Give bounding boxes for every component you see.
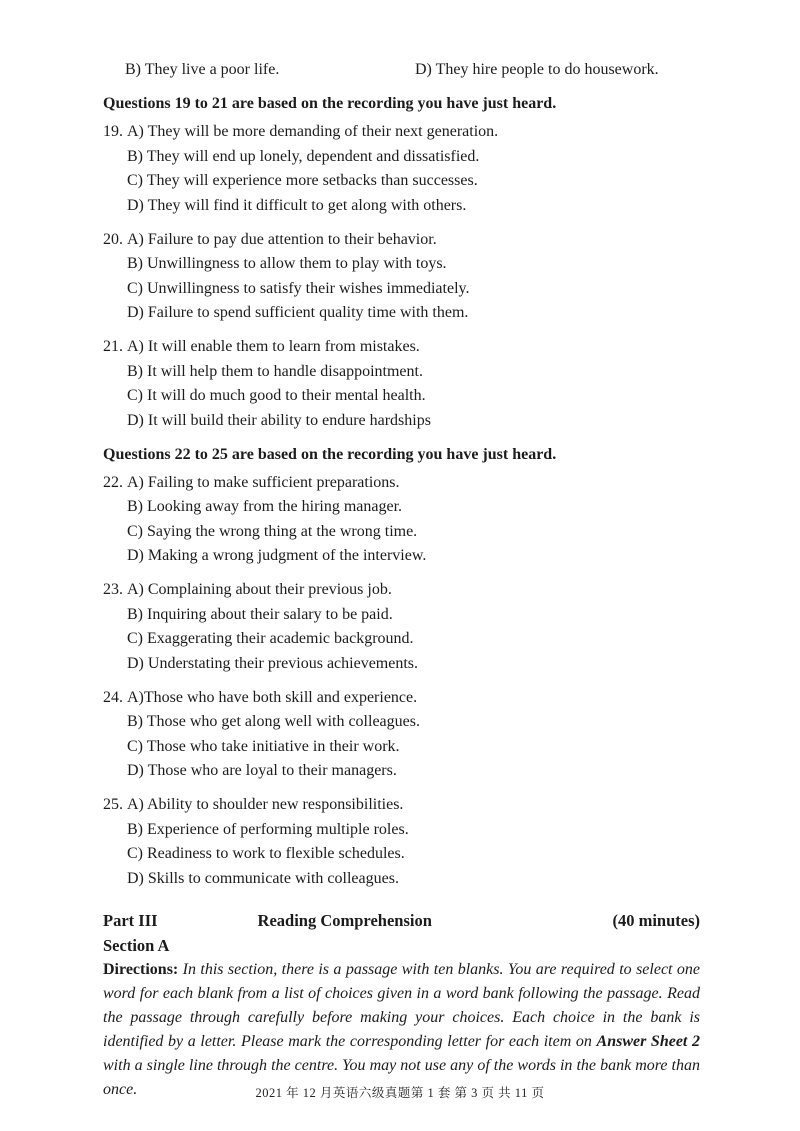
option-line: A) Ability to shoulder new responsibilities. [127,796,404,813]
question-number: 21. [103,338,123,355]
option-line: C) Those who take initiative in their work. [127,737,400,755]
section-label: Section A [103,936,170,955]
option-line: A) Failing to make sufficient preparations. [127,473,400,491]
directions-text [103,961,700,1098]
option-line: D) Understating their previous achievements. [127,654,419,672]
option-line: A) Complaining about their previous job. [127,581,392,598]
question-number: 19. [103,123,123,140]
directions-text-before: In this section, there is a passage with ten blanks. You are required to select one word for each blank from a list of choices given in a word bank following the passage. Read the passage through carefully before making your choices. Each choice in the bank is identified by a letter. Please mark the corresponding letter for each item on [103,961,700,1050]
option-line: C) Exaggerating their academic background. [127,630,414,647]
question-number: 24. [103,688,123,706]
option-line: A) They will be more demanding of their next generation. [127,123,499,140]
question-24 [103,686,700,784]
group-heading-22-25: Questions 22 to 25 are based on the recording you have just heard. [103,445,557,463]
carryover-options-row [103,58,700,83]
carryover-option-b: B) They live a poor life. [125,61,280,78]
question-20 [103,228,700,326]
question-22 [103,471,700,569]
question-number: 23. [103,581,123,598]
directions-paragraph [103,958,700,1102]
option-line: D) Skills to communicate with colleagues. [127,869,399,887]
part-label: Part III [103,911,158,930]
directions-label: Directions: [103,961,179,978]
option-line: B) Unwillingness to allow them to play with toys. [127,255,447,272]
option-line: C) Unwillingness to satisfy their wishes immediately. [127,279,470,297]
question-21 [103,335,700,433]
answer-sheet-reference: Answer Sheet 2 [596,1033,700,1050]
option-line: B) Experience of performing multiple roles. [127,820,409,838]
option-line: B) Inquiring about their salary to be paid. [127,605,393,623]
page-footer: 2021 年 12 月英语六级真题第 1 套 第 3 页 共 11 页 [255,1086,545,1100]
part-time-limit: (40 minutes) [612,911,700,930]
option-line: D) It will build their ability to endure hardships [127,411,431,429]
carryover-option-d: D) They hire people to do housework. [415,61,659,78]
option-line: D) They will find it difficult to get along with others. [127,196,467,214]
option-line: C) It will do much good to their mental health. [127,387,426,404]
option-line: D) Failure to spend sufficient quality time with them. [127,304,469,321]
option-line: D) Those who are loyal to their managers. [127,762,397,779]
question-number: 20. [103,230,123,248]
option-line: B) Looking away from the hiring manager. [127,498,403,515]
part-title: Reading Comprehension [257,911,432,930]
question-25 [103,793,700,891]
option-line: B) It will help them to handle disappointment. [127,362,423,380]
option-line: D) Making a wrong judgment of the interview. [127,547,427,564]
question-number: 22. [103,473,123,491]
option-line: C) They will experience more setbacks than successes. [127,172,478,189]
question-23 [103,578,700,676]
question-number: 25. [103,796,123,813]
option-line: A) It will enable them to learn from mistakes. [127,338,420,355]
option-line: C) Saying the wrong thing at the wrong time. [127,522,418,540]
option-line: B) Those who get along well with colleagues. [127,713,420,730]
option-line: C) Readiness to work to flexible schedules. [127,845,405,862]
option-line: A)Those who have both skill and experience. [127,688,418,706]
part-header [103,908,700,933]
directions-text-after: with a single line through the centre. You may not use any of the words in the bank more than once. [103,1057,700,1098]
group-heading-19-21: Questions 19 to 21 are based on the recording you have just heard. [103,95,557,112]
question-19 [103,120,700,218]
option-line: B) They will end up lonely, dependent and dissatisfied. [127,147,480,165]
option-line: A) Failure to pay due attention to their behavior. [127,230,437,248]
